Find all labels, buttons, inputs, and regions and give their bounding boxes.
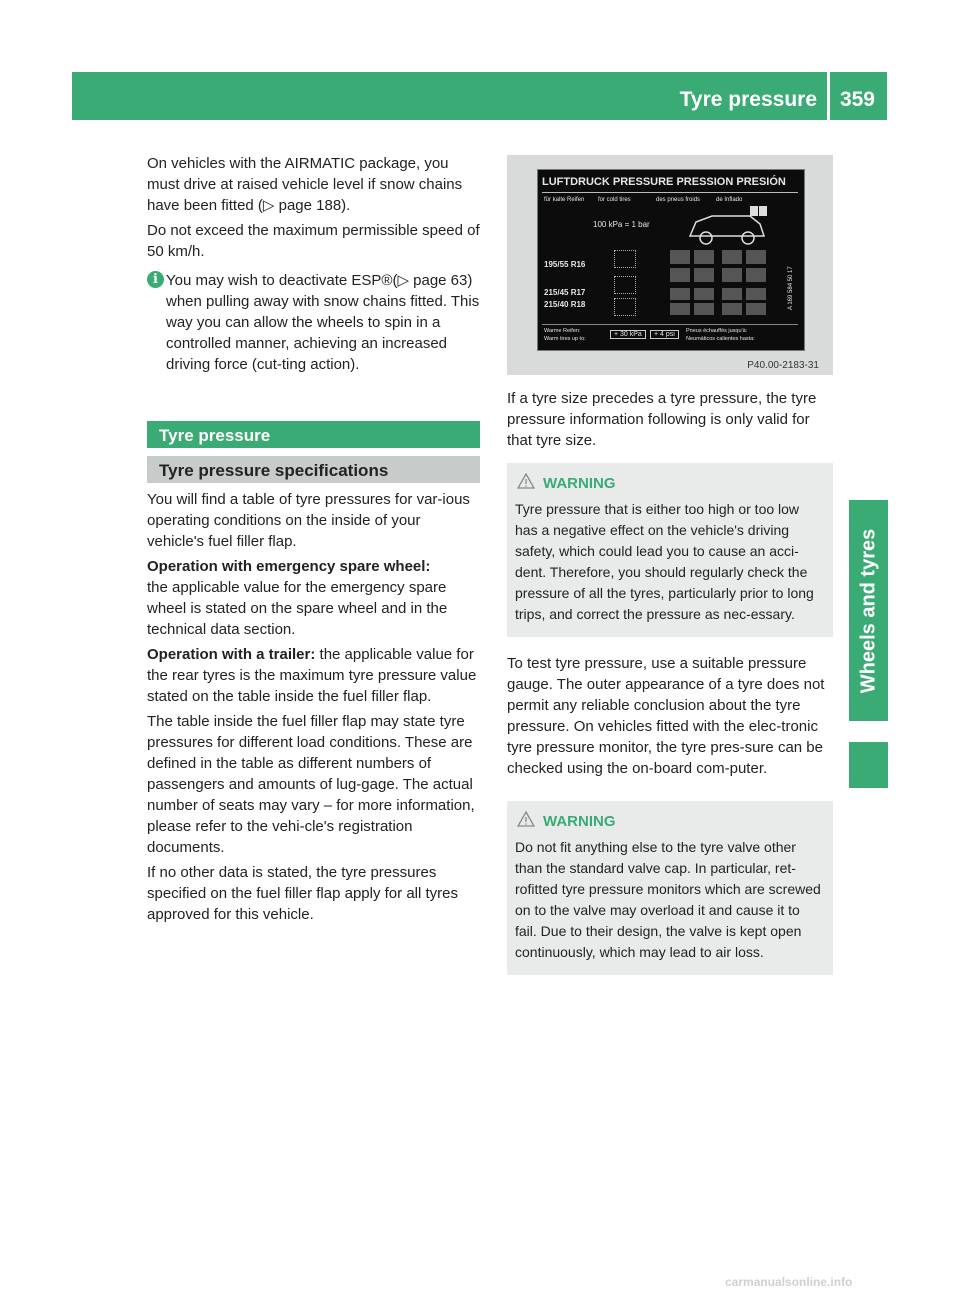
tyre-pressure-label [537, 169, 805, 351]
label-size-2: 215/45 R17 [544, 288, 586, 297]
car-silhouette-icon [688, 206, 768, 250]
tyre-size-paragraph: If a tyre size precedes a tyre pressure, the tyre pressure information following is only valid for that tyre size. [507, 390, 817, 449]
pressure-value-grid [670, 250, 766, 318]
label-title: LUFTDRUCK PRESSURE PRESSION PRESIÓN [542, 176, 786, 188]
load-conditions-paragraph: The table inside the fuel filler flap may state tyre pressures for different load conditions. These are defined in the table as different numbers of passengers and amounts of lug-gage. The actual number of seats may vary – for more information, please refer to the vehi-cle's registration documents. [147, 713, 475, 856]
label-cold-fr: des pneus froids [656, 197, 701, 203]
chapter-tab-label: Wheels and tyres [857, 528, 879, 693]
subsection-heading: Tyre pressure specifications [147, 456, 480, 483]
label-warm-es: Neumáticos calientes hasta: [686, 336, 755, 342]
warning-title-1: WARNING [543, 475, 616, 492]
header-divider [827, 72, 830, 120]
info-note-text: You may wish to deactivate ESP®(▷ page 63) when pulling away with snow chains fitted. This way you can allow the wheels to spin in a controlled manner, achieving an increased driving force (cut-ting action). [166, 272, 480, 373]
page-title: Tyre pressure [679, 88, 817, 111]
left-column [147, 153, 480, 929]
warning-box-1 [507, 463, 833, 637]
label-cold-en: for cold tires [598, 197, 631, 203]
warning-heading-1 [515, 473, 825, 494]
warning-triangle-icon [517, 473, 535, 489]
warning-triangle-icon [517, 811, 535, 827]
label-warm-de: Warme Reifen: [544, 328, 581, 334]
warning-title-2: WARNING [543, 813, 616, 830]
spare-wheel-paragraph [147, 556, 480, 640]
page-number: 359 [839, 88, 875, 111]
figure-code: P40.00-2183-31 [747, 360, 819, 371]
info-note [147, 270, 480, 375]
label-cold-de: für kalte Reifen [544, 197, 585, 203]
header-bar [72, 72, 887, 120]
trailer-text: the applicable value for the rear tyres is the maximum tyre pressure value stated on the table inside the fuel filler flap. [147, 646, 477, 705]
warning-text-2: Do not fit anything else to the tyre valve other than the standard valve cap. In particular, ret-rofitted tyre pressure monitors which are screwed on to the valve may overload it and cause it to fail. Due to their design, the valve is kept open continuously, which may lead to air loss. [515, 839, 821, 960]
label-size-1: 195/55 R16 [544, 260, 586, 269]
label-warm-kpa: + 30 kPa [610, 330, 646, 339]
label-rule [542, 192, 798, 193]
pressure-gauge-paragraph: To test tyre pressure, use a suitable pressure gauge. The outer appearance of a tyre does not permit any reliable conclusion about the tyre pressure. On vehicles fitted with the elec-tronic tyre pressure monitor, the tyre pres-sure can be checked using the on-board com-puter. [507, 655, 825, 777]
trailer-heading: Operation with a trailer: [147, 646, 316, 663]
label-warm-fr: Pneus échauffés jusqu'à: [686, 328, 748, 334]
trailer-paragraph [147, 644, 480, 707]
warning-heading-2 [515, 811, 825, 832]
airmatic-paragraph: On vehicles with the AIRMATIC package, you must drive at raised vehicle level if snow chains have been fitted (▷ page 188). [147, 155, 463, 214]
table-location-paragraph: You will find a table of tyre pressures for var-ious operating conditions on the inside of your vehicle's fuel filler flap. [147, 491, 470, 550]
info-icon: i [147, 271, 164, 288]
warning-box-2 [507, 801, 833, 975]
right-column [507, 388, 833, 991]
tyre-pressure-label-figure [507, 155, 833, 375]
label-part-number: A 169 584 50 17 [788, 266, 794, 310]
label-warm-psi: + 4 psi [650, 330, 679, 339]
load-condition-icons [610, 246, 658, 318]
warning-text-1: Tyre pressure that is either too high or too low has a negative effect on the vehicle's driving safety, which could lead you to cause an acci-dent. Therefore, you should regularly check the pressure of all the tyres, particularly prior to long trips, and correct the pressure as nec-essary. [515, 501, 814, 622]
label-rule-bottom [542, 324, 798, 325]
spare-wheel-heading: Operation with emergency spare wheel: [147, 558, 431, 575]
chapter-marker [849, 742, 888, 788]
label-cold-es: de Inflado [716, 197, 743, 203]
default-pressure-paragraph: If no other data is stated, the tyre pressures specified on the fuel filler flap apply for all tyres approved for this vehicle. [147, 864, 458, 923]
watermark: carmanualsonline.info [725, 1275, 853, 1289]
spare-wheel-text: the applicable value for the emergency spare wheel is stated on the spare wheel and in the technical data section. [147, 579, 448, 638]
label-warm-en: Warm tires up to: [544, 336, 586, 342]
label-unit: 100 kPa = 1 bar [593, 220, 650, 229]
chapter-tab-label-wrap [849, 500, 888, 721]
label-size-3: 215/40 R18 [544, 300, 586, 309]
section-heading: Tyre pressure [147, 421, 480, 448]
speed-paragraph: Do not exceed the maximum permissible speed of 50 km/h. [147, 222, 480, 260]
